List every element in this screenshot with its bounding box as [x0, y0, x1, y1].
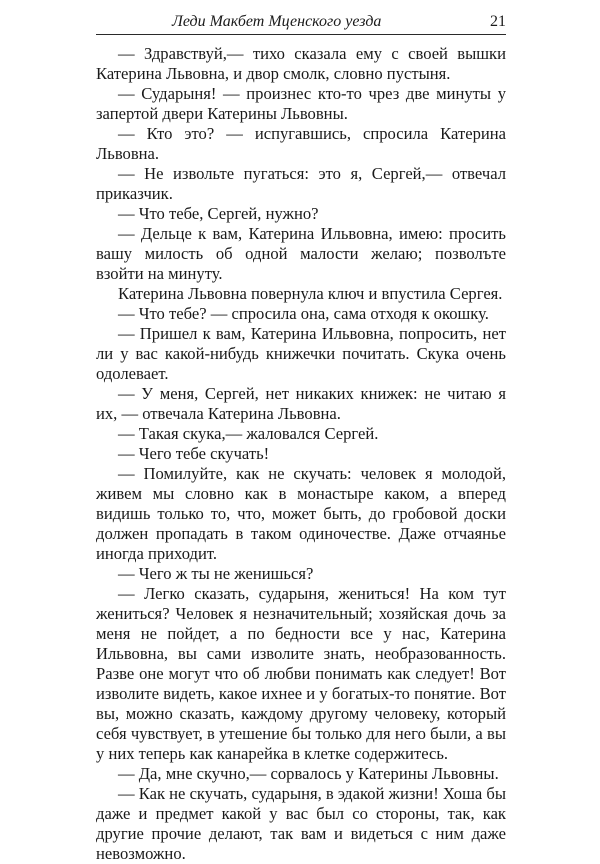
paragraph: — Кто это? — испугавшись, спросила Катерина Львовна. — [96, 124, 506, 163]
book-page — [96, 10, 506, 863]
paragraph: — Такая скука,— жаловался Сергей. — [118, 424, 379, 443]
paragraph: — Пришел к вам, Катерина Ильвовна, попросить, нет ли у вас какой-нибудь книжечки почитать. Скука очень одолевает. — [96, 324, 506, 383]
paragraph: — Здравствуй,— тихо сказала ему с своей вышки Катерина Львовна, и двор смолк, словно пустыня. — [96, 44, 506, 83]
paragraph: — Что тебе? — спросила она, сама отходя к окошку. — [118, 304, 489, 323]
running-title: Леди Макбет Мценского уезда — [172, 13, 382, 30]
paragraph: Катерина Львовна повернула ключ и впустила Сергея. — [118, 284, 503, 303]
paragraph: — Чего тебе скучать! — [118, 444, 270, 463]
paragraph: — У меня, Сергей, нет никаких книжек: не читаю я их, — отвечала Катерина Львовна. — [96, 384, 506, 423]
paragraph: — Легко сказать, сударыня, жениться! На ком тут жениться? Человек я незначительный; хозяйская дочь за меня не пойдет, а по бедности все у нас, Катерина Ильвовна, вы сами изволите знать, необразованность. Разве оне могут что об любви понимать как следует! Вот изволите видеть, какое ихнее и у богатых-то понятие. Вот вы, можно сказать, каждому другому человеку, который себя чувствует, в утешение бы только для него были, а вы у них теперь как канарейка в клетке содержитесь. — [96, 584, 506, 763]
paragraph: — Не извольте пугаться: это я, Сергей,— отвечал приказчик. — [96, 164, 506, 203]
page-number: 21 — [490, 13, 506, 30]
paragraph: — Что тебе, Сергей, нужно? — [118, 204, 319, 223]
paragraph: — Дельце к вам, Катерина Ильвовна, имею: просить вашу милость об одной малости желаю; позволъте взойти на минуту. — [96, 224, 506, 283]
running-header — [96, 10, 506, 35]
paragraph: — Помилуйте, как не скучать: человек я молодой, живем мы словно как в монастыре каком, а вперед видишь только то, что, может быть, до гробовой доски должен пропадать в таком одиночестве. Даже отчаянье иногда приходит. — [96, 464, 506, 563]
paragraph: — Как не скучать, сударыня, в эдакой жизни! Хоша бы даже и предмет какой у вас был со стороны, так, как другие прочие делают, так вам и видеться с ним даже невозможно. — [96, 784, 506, 863]
body-text — [96, 44, 506, 864]
paragraph: — Сударыня! — произнес кто-то чрез две минуты у запертой двери Катерины Львовны. — [96, 84, 506, 123]
paragraph: — Чего ж ты не женишься? — [118, 564, 314, 583]
paragraph: — Да, мне скучно,— сорвалось у Катерины Львовны. — [118, 764, 499, 783]
